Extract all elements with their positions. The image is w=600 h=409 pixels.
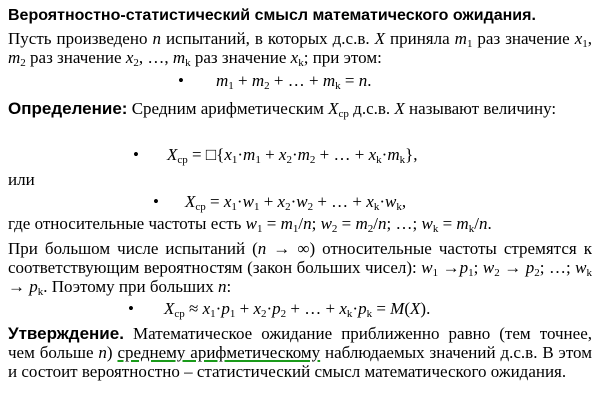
punct: ; …; [386, 214, 422, 233]
intro-text: Пусть произведено [8, 29, 153, 48]
var-p: p [525, 258, 535, 277]
var: p [358, 299, 367, 318]
op: · [291, 145, 298, 164]
intro-text: , …, [138, 48, 173, 67]
sub: 1 [210, 308, 216, 320]
var: x [223, 192, 232, 211]
sub-1: 1 [466, 38, 473, 50]
op: = [262, 214, 281, 233]
bullet: • [178, 71, 184, 90]
var-w: w [482, 258, 495, 277]
sub: 2 [494, 267, 500, 279]
var-m: m [456, 214, 469, 233]
var: w [242, 192, 254, 211]
sub: k [37, 286, 44, 298]
punct: ; [473, 258, 483, 277]
sub: 2 [260, 308, 267, 320]
definition-text: Средним арифметическим [127, 99, 329, 118]
op: / [298, 214, 304, 233]
op: + [260, 145, 279, 164]
op: + … + [286, 299, 340, 318]
formula-mean-w [153, 192, 406, 211]
paren: ) [420, 299, 427, 318]
definition-text: д.с.в. [348, 99, 395, 118]
var-m2: m [8, 48, 21, 67]
op: / [373, 214, 379, 233]
op: · [381, 145, 388, 164]
var-p: p [459, 258, 469, 277]
sub: k [366, 308, 373, 320]
sub-sr: ср [195, 201, 206, 213]
var-n: n [98, 343, 107, 362]
var-w: w [421, 214, 433, 233]
formula-mean-m [133, 145, 418, 164]
op: → ∞ [266, 239, 310, 258]
var: x [368, 145, 377, 164]
intro-text: испытаний, в которых д.с.в. [160, 29, 375, 48]
punct: . [487, 214, 492, 233]
var-mk: m [172, 48, 186, 67]
intro-text: ; при этом: [303, 48, 382, 67]
var-p: p [29, 277, 38, 296]
sub: 2 [331, 223, 338, 235]
var-x2: x [125, 48, 134, 67]
var-X: X [185, 192, 196, 211]
var: m [243, 145, 256, 164]
var-m: m [322, 71, 336, 90]
statement-text: Математическое ожидание приближенно равно (тем точнее, чем больше [8, 324, 592, 362]
brace: }, [405, 145, 418, 164]
sub-2: 2 [133, 57, 139, 69]
statement-text: наблюдаемых значений д.с.в. В этом и состоит вероятностно – статистический смысл математического ожидания. [8, 343, 592, 381]
punct: . [367, 71, 372, 90]
var-xk: x [290, 48, 299, 67]
var-w: w [421, 258, 433, 277]
var: x [339, 299, 347, 318]
var: x [366, 192, 374, 211]
intro-text: раз значение [190, 48, 291, 67]
var: w [385, 192, 397, 211]
var-n: n [217, 277, 227, 296]
sub-sr: ср [338, 108, 349, 120]
sub: 1 [255, 154, 261, 166]
sub: 1 [432, 267, 439, 279]
bullet: • [128, 299, 134, 318]
op: = [340, 71, 359, 90]
missing-glyph-box: □ [205, 145, 217, 164]
formula-expectation [128, 299, 430, 318]
op: → [499, 258, 526, 277]
punct: : [226, 277, 232, 296]
op: = [438, 214, 457, 233]
sub: 1 [256, 223, 263, 235]
sub: 2 [285, 201, 291, 213]
or-text: или [8, 170, 35, 189]
intro-paragraph [8, 29, 592, 67]
sub: 1 [231, 154, 238, 166]
law-text: . Поэтому при больших [43, 277, 218, 296]
var: p [221, 299, 230, 318]
sub: 1 [231, 201, 237, 213]
definition-text: называют величину: [404, 99, 557, 118]
op: + [233, 71, 252, 90]
op: + … + [315, 145, 369, 164]
op: = [205, 192, 224, 211]
sub: 2 [534, 267, 540, 279]
intro-text: раз значение [25, 48, 126, 67]
var: p [272, 299, 281, 318]
op: · [379, 192, 385, 211]
sub-k: k [298, 57, 304, 69]
definition-keyword: Определение: [8, 99, 128, 118]
var-m: m [280, 214, 293, 233]
sub-sr: ср [174, 308, 185, 320]
sub: k [396, 201, 402, 213]
punct: ; …; [539, 258, 576, 277]
var-n: n [152, 29, 161, 48]
sub: 1 [229, 308, 236, 320]
var-n: n [478, 214, 488, 233]
var-w: w [245, 214, 257, 233]
var: x [224, 145, 232, 164]
var: x [253, 299, 261, 318]
var-X: X [394, 99, 405, 118]
statement-paragraph [8, 324, 592, 381]
op: · [352, 299, 359, 318]
op: ≈ [184, 299, 203, 318]
op: → [438, 258, 460, 277]
op: + [235, 299, 254, 318]
punct: . [426, 299, 431, 318]
var: x [202, 299, 211, 318]
intro-text: , [587, 29, 592, 48]
op: · [236, 192, 243, 211]
definition-paragraph [8, 99, 592, 118]
var-X: X [328, 99, 339, 118]
op: · [215, 299, 222, 318]
law-paragraph [8, 239, 592, 296]
var-X: X [164, 299, 175, 318]
var-m: m [355, 214, 368, 233]
var-m: m [251, 71, 265, 90]
statement-text: ) [106, 343, 118, 362]
op: + [259, 192, 278, 211]
sub: k [376, 154, 382, 166]
op: · [266, 299, 273, 318]
sub-2: 2 [20, 57, 26, 69]
sub: k [399, 154, 406, 166]
var-n: n [358, 71, 368, 90]
sub: 2 [309, 154, 316, 166]
sub: k [335, 80, 341, 92]
sub-sr: ср [177, 154, 188, 166]
var: m [297, 145, 310, 164]
var-X: X [167, 145, 178, 164]
var: x [278, 145, 287, 164]
punct: , [401, 192, 407, 211]
sub-k: k [185, 57, 191, 69]
law-text: При большом числе испытаний ( [8, 239, 258, 258]
intro-text: раз значение [472, 29, 575, 48]
var-x1: x [574, 29, 583, 48]
underlined-phrase: среднему арифметическому [117, 343, 321, 362]
var-X: X [410, 299, 421, 318]
op: = [372, 299, 391, 318]
var: w [296, 192, 308, 211]
formula-sum-m [178, 71, 371, 90]
var-m: m [216, 71, 229, 90]
bullet: • [133, 145, 139, 164]
sub-1: 1 [582, 38, 588, 50]
frequencies-text: где относительные частоты есть [8, 214, 246, 233]
op: = [187, 145, 206, 164]
op: / [474, 214, 479, 233]
var-w: w [320, 214, 332, 233]
var-n: n [257, 239, 267, 258]
op: = [337, 214, 356, 233]
sub: k [468, 223, 475, 235]
var-X: X [374, 29, 386, 48]
sub: 2 [367, 223, 374, 235]
paren: ( [404, 299, 410, 318]
op: · [290, 192, 297, 211]
op: · [237, 145, 244, 164]
frequencies-line [8, 214, 592, 233]
sub: 1 [228, 80, 234, 92]
sub: 1 [253, 201, 260, 213]
sub: k [586, 267, 593, 279]
statement-keyword: Утверждение. [8, 324, 124, 343]
bullet: • [153, 192, 159, 211]
sub: k [373, 201, 380, 213]
law-text: ) относительные частоты стремятся к соответствующим вероятностям (закон больших чисел): [8, 239, 592, 277]
sub: 1 [292, 223, 299, 235]
var-w: w [575, 258, 587, 277]
var: m [387, 145, 400, 164]
sub: 2 [307, 201, 314, 213]
sub: 2 [280, 308, 287, 320]
op: → [8, 277, 30, 296]
sub: 2 [264, 80, 270, 92]
brace: { [216, 145, 225, 164]
sub: 2 [286, 154, 292, 166]
var-M: M [390, 299, 405, 318]
punct: ; [311, 214, 321, 233]
var: x [277, 192, 286, 211]
slide-title: Вероятностно-статистический смысл математического ожидания. [8, 7, 536, 24]
intro-text: приняла [385, 29, 455, 48]
var-m1: m [454, 29, 467, 48]
var-n: n [378, 214, 387, 233]
sub: k [432, 223, 439, 235]
op: + … + [269, 71, 323, 90]
var-n: n [303, 214, 312, 233]
sub: 1 [468, 267, 474, 279]
sub: k [346, 308, 353, 320]
op: + … + [313, 192, 367, 211]
